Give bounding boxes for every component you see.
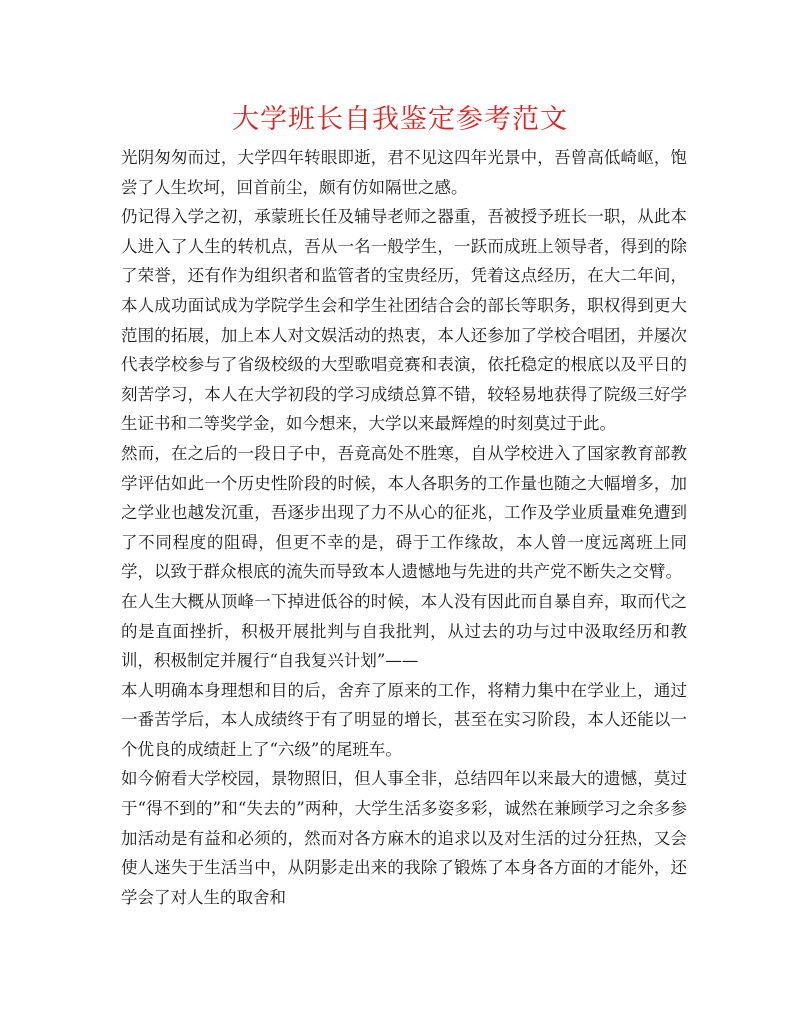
document-body bbox=[121, 143, 687, 912]
paragraph-4: 在人生大概从顶峰一下掉进低谷的时候，本人没有因此而自暴自弃，取而代之的是直面挫折，积极开展批判与自我批判，从过去的功与过中汲取经历和教训，积极制定并履行“自我复兴计划”—— bbox=[121, 591, 687, 671]
paragraph-5: 本人明确本身理想和目的后，舍弃了原来的工作，将精力集中在学业上，通过一番苦学后，本人成绩终于有了明显的增长，甚至在实习阶段，本人还能以一个优良的成绩赶上了“六级”的尾班车。 bbox=[121, 680, 687, 759]
paragraph-2: 仍记得入学之初，承蒙班长任及辅导老师之器重，吾被授予班长一职，从此本人进入了人生的转机点，吾从一名一般学生，一跃而成班上领导者，得到的除了荣誉，还有作为组织者和监管者的宝贵经历，凭着这点经历，在大二年间，本人成功面试成为学院学生会和学生社团结合会的部长等职务，职权得到更大范围的拓展，加上本人对文娱活动的热衷，本人还参加了学校合唱团，并屡次代表学校参与了省级校级的大型歌唱竞赛和表演，依托稳定的根底以及平日的刻苦学习，本人在大学初段的学习成绩总算不错，较轻易地获得了院级三好学生证书和二等奖学金，如今想来，大学以来最辉煌的时刻莫过于此。 bbox=[121, 207, 687, 434]
paragraph-6: 如今俯看大学校园，景物照旧，但人事全非，总结四年以来最大的遗憾，莫过于“得不到的”和“失去的”两种，大学生活多姿多彩，诚然在兼顾学习之余多参加活动是有益和必须的，然而对各方麻木的追求以及对生活的过分狂热，又会使人迷失于生活当中，从阴影走出来的我除了锻炼了本身各方面的才能外，还学会了对人生的取舍和 bbox=[121, 769, 687, 907]
paragraph-3: 然而，在之后的一段日子中，吾竟高处不胜寒，自从学校进入了国家教育部教学评估如此一个历史性阶段的时候，本人各职务的工作量也随之大幅增多，加之学业也越发沉重，吾逐步出现了力不从心的征兆，工作及学业质量难免遭到了不同程度的阻碍，但更不幸的是，碍于工作缘故，本人曾一度远离班上同学，以致于群众根底的流失而导致本人遗憾地与先进的共产党不断失之交臂。 bbox=[121, 443, 687, 582]
paragraph-1: 光阴匆匆而过，大学四年转眼即逝，君不见这四年光景中，吾曾高低崎岖，饱尝了人生坎坷，回首前尘，颇有仿如隔世之感。 bbox=[121, 148, 687, 197]
document-title: 大学班长自我鉴定参考范文 bbox=[232, 104, 568, 135]
